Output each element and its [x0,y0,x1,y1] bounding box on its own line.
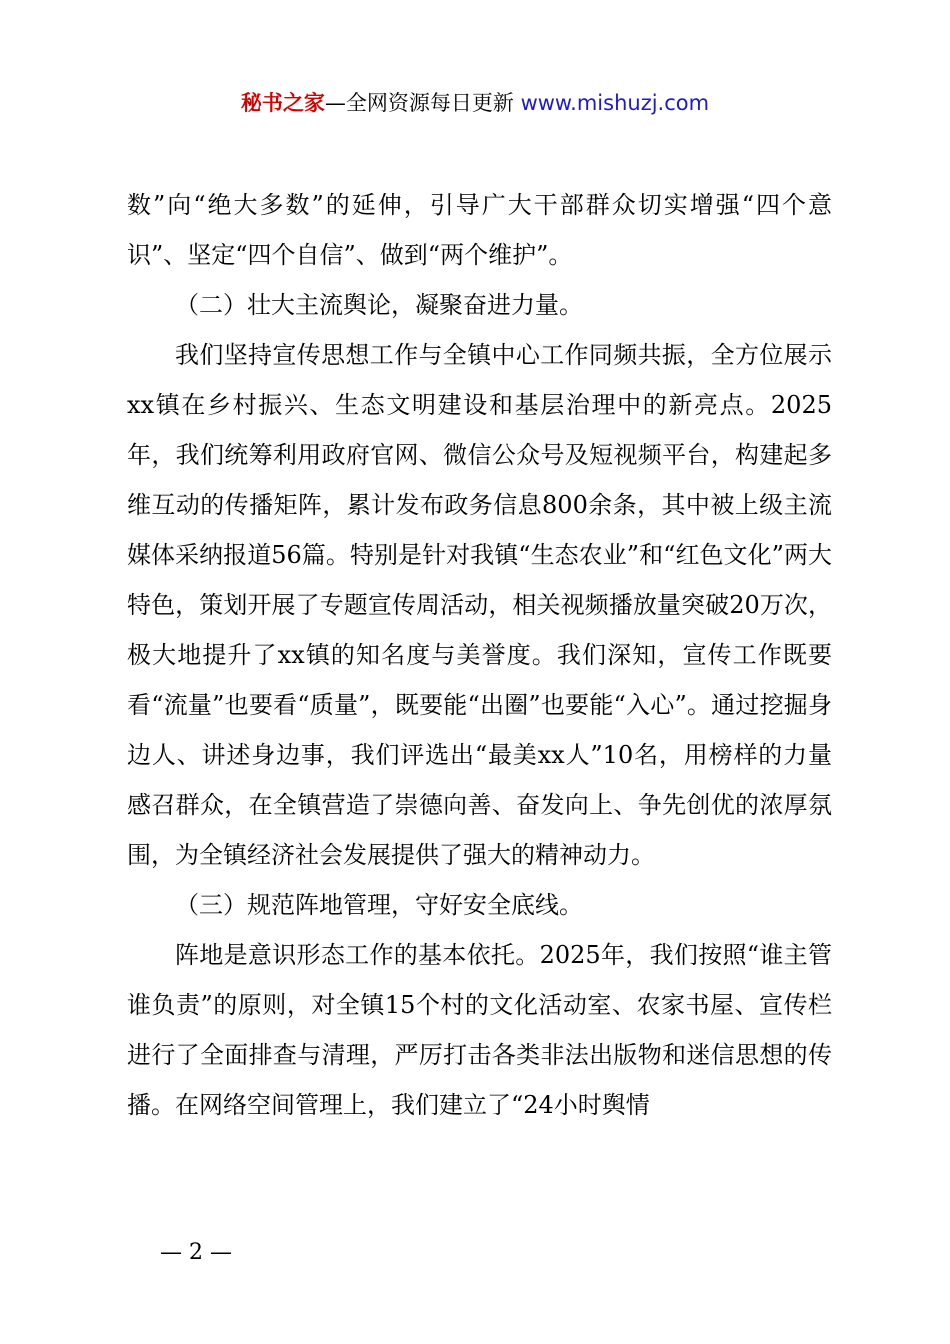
paragraph-continuation: 数”向“绝大多数”的延伸，引导广大干部群众切实增强“四个意识”、坚定“四个自信”、做到“两个维护”。 [127,191,832,269]
paragraph-position-management: 阵地是意识形态工作的基本依托。2025年，我们按照“谁主管谁负责”的原则，对全镇15个村的文化活动室、农家书屋、宣传栏进行了全面排查与清理，严厉打击各类非法出版物和迷信思想的传播。在网络空间管理上，我们建立了“24小时舆情 [127,941,832,1119]
brand-name: 秘书之家 [240,91,325,115]
paragraph-publicity: 我们坚持宣传思想工作与全镇中心工作同频共振，全方位展示xx镇在乡村振兴、生态文明建设和基层治理中的新亮点。2025年，我们统筹利用政府官网、微信公众号及短视频平台，构建起多维互动的传播矩阵，累计发布政务信息800余条，其中被上级主流媒体采纳报道56篇。特别是针对我镇“生态农业”和“红色文化”两大特色，策划开展了专题宣传周活动，相关视频播放量突破20万次，极大地提升了xx镇的知名度与美誉度。我们深知，宣传工作既要看“流量”也要看“质量”，既要能“出圈”也要能“入心”。通过挖掘身边人、讲述身边事，我们评选出“最美xx人”10名，用榜样的力量感召群众，在全镇营造了崇德向善、奋发向上、争先创优的浓厚氛围，为全镇经济社会发展提供了强大的精神动力。 [127,341,832,869]
document-body [127,180,832,1130]
page-number: — 2 — [160,1240,232,1265]
section-heading-2: （二）壮大主流舆论，凝聚奋进力量。 [175,291,583,319]
site-header [0,88,950,118]
site-url-link[interactable]: www.mishuzj.com [520,91,710,115]
section-heading-3: （三）规范阵地管理，守好安全底线。 [175,891,583,919]
header-slogan: —全网资源每日更新 [324,91,514,115]
